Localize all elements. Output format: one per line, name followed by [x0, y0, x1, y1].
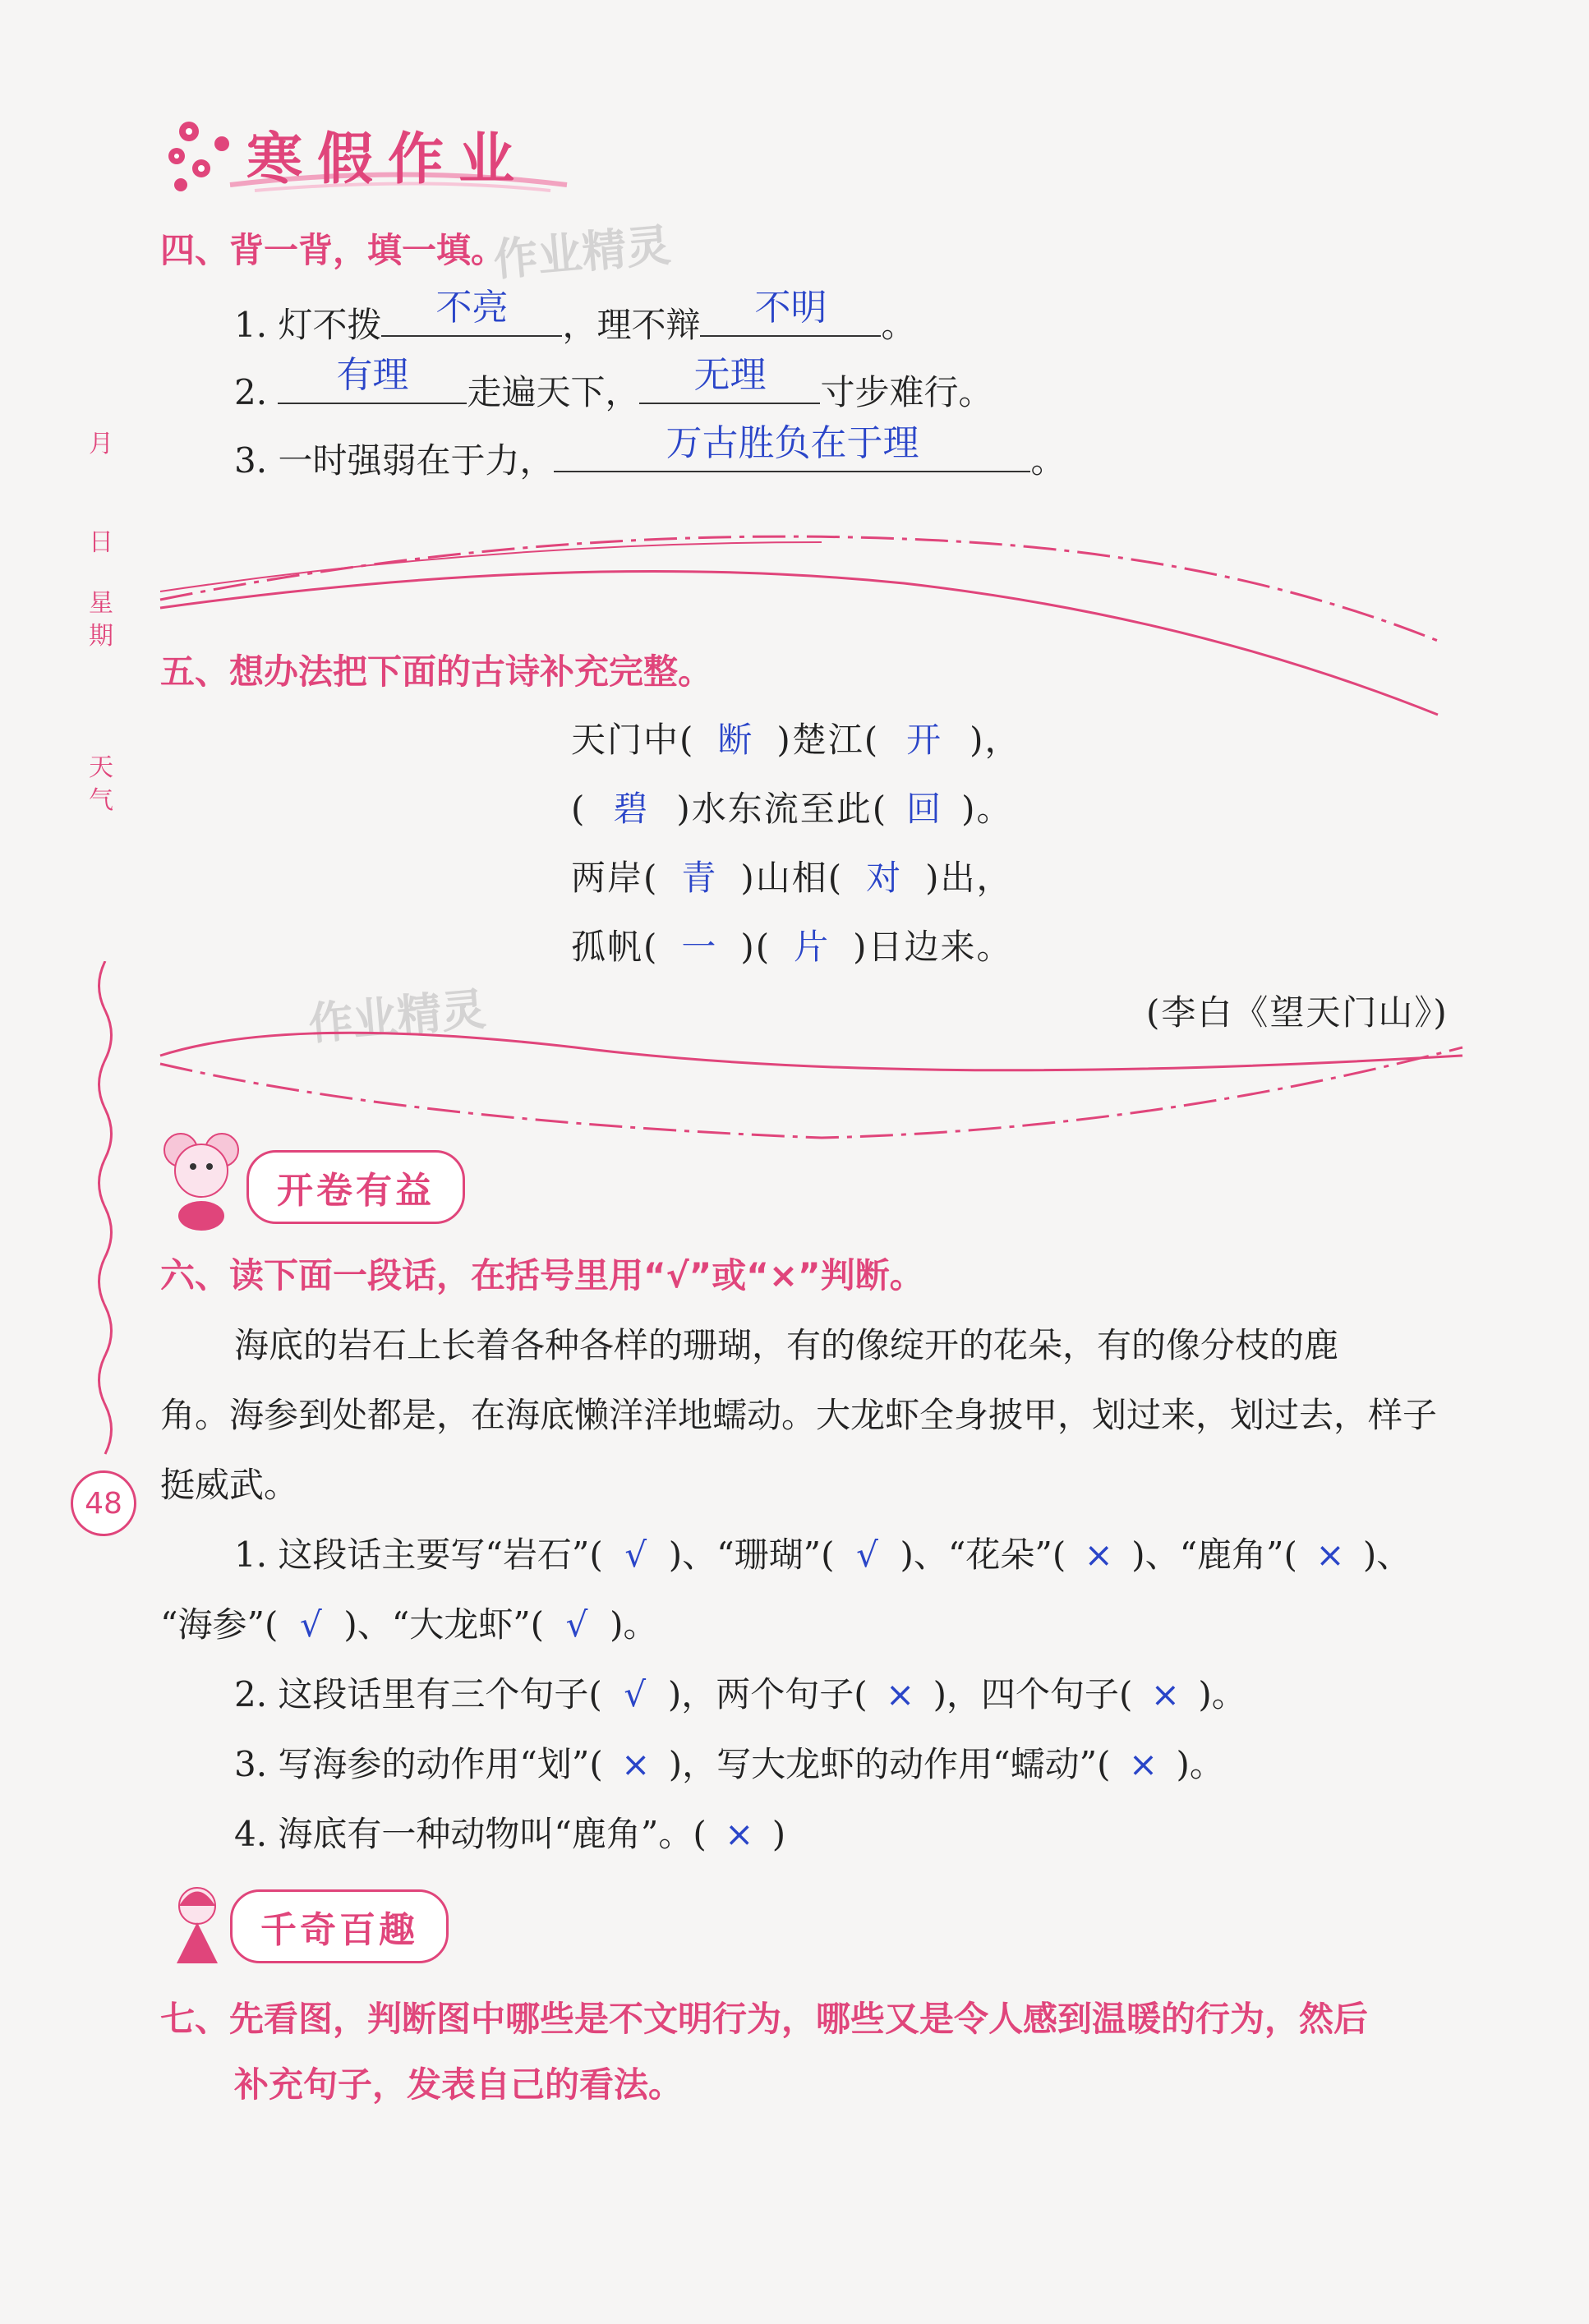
- poem-text: )日边来。: [853, 927, 1013, 967]
- page-number: 48: [71, 1470, 136, 1536]
- poem-text: )，: [970, 720, 1021, 760]
- poem-text: )山相(: [740, 858, 844, 898]
- poem-answer[interactable]: 开: [906, 720, 943, 760]
- poem-text: 两岸(: [571, 858, 659, 898]
- question-text: )、: [1362, 1535, 1412, 1575]
- section7-heading-line2: 补充句子，发表自己的看法。: [234, 2064, 684, 2105]
- section6-heading: 六、读下面一段话，在括号里用“√”或“×”判断。: [160, 1255, 924, 1295]
- watermark-top: 作业精灵: [491, 219, 673, 287]
- item-text: 寸步难行。: [820, 372, 993, 412]
- item-number: 2.: [234, 372, 268, 412]
- sidebar-day: 日: [89, 528, 113, 557]
- poem-text: )出，: [925, 858, 1013, 898]
- judge-answer[interactable]: √: [624, 1535, 647, 1575]
- answer-blank[interactable]: [700, 287, 881, 337]
- question-text: )、“珊瑚”(: [668, 1535, 835, 1575]
- question-text: )。: [1198, 1674, 1246, 1714]
- koala-mascot-icon: [156, 1125, 246, 1232]
- poem-line-4: [571, 920, 1013, 969]
- poem-text: 天门中(: [571, 720, 695, 760]
- question-text: )。: [610, 1604, 658, 1645]
- answer-blank[interactable]: [381, 287, 562, 337]
- item-text: ，理不辩: [562, 305, 701, 345]
- section4-item-2: [234, 354, 993, 415]
- question-text: )，两个句子(: [667, 1674, 868, 1714]
- judge-answer[interactable]: √: [624, 1674, 647, 1714]
- poem-text: )(: [740, 927, 771, 967]
- poem-text: )。: [961, 789, 1013, 829]
- item-text: 灯不拨: [278, 305, 382, 345]
- divider-swoosh: [0, 526, 1479, 739]
- item-number: 3.: [234, 440, 268, 481]
- answer-text: 不明: [754, 287, 827, 329]
- question-text: )、“大龙虾”(: [343, 1604, 545, 1645]
- header-title: 寒假作业: [246, 127, 530, 192]
- poem-answer[interactable]: 断: [717, 720, 754, 760]
- poem-text: (: [571, 789, 587, 829]
- sidebar-week-label: 星期: [89, 589, 113, 651]
- poem-answer[interactable]: 回: [906, 789, 943, 829]
- judge-answer[interactable]: ×: [621, 1744, 651, 1784]
- question-text: )、“花朵”(: [900, 1535, 1066, 1575]
- sidebar-weather: [89, 752, 115, 817]
- header: [156, 99, 583, 197]
- question-text: 2. 这段话里有三个句子(: [234, 1674, 602, 1714]
- poem-text: )水东流至此(: [676, 789, 888, 829]
- question-text: ): [771, 1814, 786, 1854]
- section5-heading: 五、想办法把下面的古诗补充完整。: [160, 651, 713, 692]
- answer-text: 有理: [336, 354, 409, 396]
- answer-text: 无理: [693, 354, 767, 396]
- question-1: [234, 1528, 1411, 1577]
- sidebar-month: 月: [89, 430, 113, 458]
- judge-answer[interactable]: √: [565, 1604, 588, 1645]
- item-number: 1.: [234, 305, 268, 345]
- item-text: 走遍天下，: [467, 372, 640, 412]
- judge-answer[interactable]: √: [856, 1535, 878, 1575]
- judge-answer[interactable]: ×: [725, 1814, 754, 1854]
- passage-line-1: 海底的岩石上长着各种各样的珊瑚，有的像绽开的花朵，有的像分枝的鹿: [234, 1325, 1339, 1365]
- judge-answer[interactable]: ×: [1128, 1744, 1158, 1784]
- answer-text: 不亮: [435, 287, 509, 329]
- passage-line-2: 角。海参到处都是，在海底懒洋洋地蠕动。大龙虾全身披甲，划过来，划过去，样子: [160, 1395, 1438, 1435]
- poem-line-1: [571, 713, 1021, 762]
- question-text: )，写大龙虾的动作用“蠕动”(: [668, 1744, 1111, 1784]
- judge-answer[interactable]: ×: [1150, 1674, 1180, 1714]
- poem-answer[interactable]: 对: [866, 858, 903, 898]
- judge-answer[interactable]: ×: [885, 1674, 915, 1714]
- section-banner-kaijuanyouyi: 开卷有益: [246, 1150, 465, 1224]
- answer-blank[interactable]: [639, 354, 820, 404]
- answer-blank[interactable]: [554, 422, 1030, 472]
- question-text: )、“鹿角”(: [1131, 1535, 1297, 1575]
- poem-answer[interactable]: 片: [794, 927, 831, 967]
- item-text: 。: [1030, 440, 1066, 481]
- section-banner-qianqibaiqu: 千奇百趣: [230, 1889, 449, 1963]
- judge-answer[interactable]: √: [299, 1604, 322, 1645]
- section4-item-3: [234, 422, 1066, 483]
- poem-text: )楚江(: [776, 720, 880, 760]
- item-text: 。: [881, 305, 916, 345]
- question-4: [234, 1807, 785, 1857]
- passage-line-3: 挺威武。: [160, 1465, 299, 1505]
- poem-line-2: [571, 782, 1013, 831]
- question-text: )。: [1176, 1744, 1224, 1784]
- section4-heading: 四、背一背，填一填。: [160, 230, 506, 270]
- girl-mascot-icon: [164, 1881, 230, 1972]
- poem-answer[interactable]: 青: [681, 858, 718, 898]
- judge-answer[interactable]: ×: [1084, 1535, 1113, 1575]
- poem-line-3: [571, 851, 1013, 900]
- poem-source: (李白《望天门山》): [1146, 992, 1449, 1033]
- question-text: “海参”(: [160, 1604, 279, 1645]
- question-text: 3. 写海参的动作用“划”(: [234, 1744, 603, 1784]
- item-text: 一时强弱在于力，: [278, 440, 555, 481]
- poem-text: 孤帆(: [571, 927, 659, 967]
- question-2: [234, 1668, 1246, 1717]
- section4-item-1: [234, 287, 916, 347]
- judge-answer[interactable]: ×: [1315, 1535, 1345, 1575]
- answer-text: 万古胜负在于理: [666, 422, 919, 464]
- question-text: 4. 海底有一种动物叫“鹿角”。(: [234, 1814, 707, 1854]
- section7-heading-line1: 七、先看图，判断图中哪些是不文明行为，哪些又是令人感到温暖的行为，然后: [160, 1999, 1369, 2039]
- question-1-continued: [160, 1598, 657, 1647]
- watermark-middle: 作业精灵: [306, 983, 488, 1051]
- question-text: 1. 这段话主要写“岩石”(: [234, 1535, 603, 1575]
- sidebar-weather-label: 天气: [89, 753, 113, 815]
- question-3: [234, 1737, 1224, 1787]
- question-text: )，四个句子(: [933, 1674, 1133, 1714]
- answer-blank[interactable]: [278, 354, 467, 404]
- poem-answer[interactable]: 一: [681, 927, 718, 967]
- poem-answer[interactable]: 碧: [613, 789, 650, 829]
